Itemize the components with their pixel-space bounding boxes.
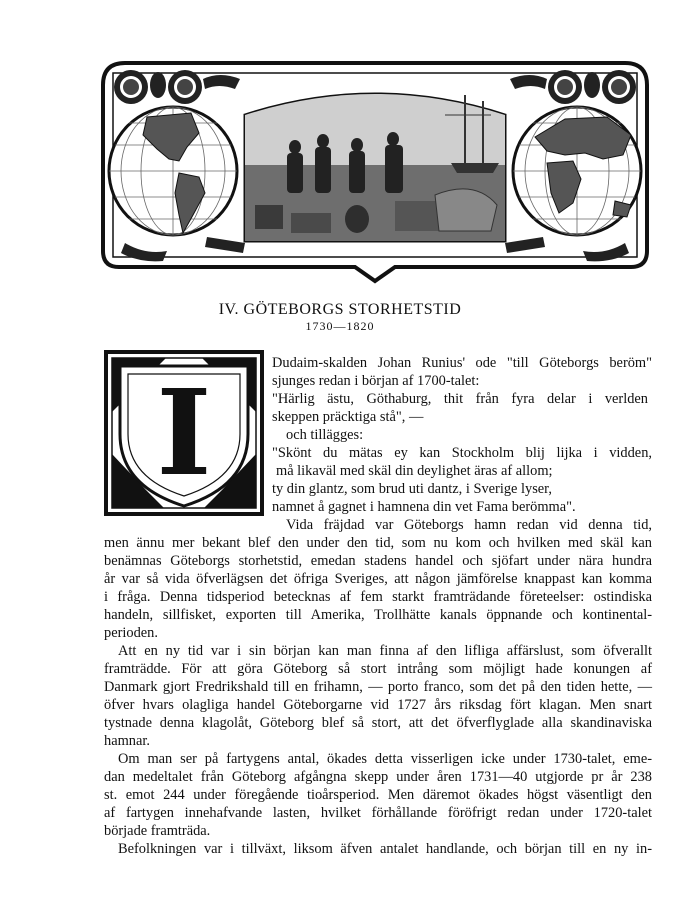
text-line: namnet å gagnet i hamnena din vet Fama berömma". — [272, 499, 576, 515]
globe-americas-icon — [109, 107, 237, 235]
text-line: ty din glantz, som brud uti dantz, i Sverige lyser, — [272, 481, 552, 497]
text-line: handeln, sillfisket, exporten till Amerika, Trollhätte kanals öppnande och kontinental- — [104, 607, 652, 623]
text-line: "Härlig ästu, Göthaburg, thit från fyra delar i verlden — [272, 391, 648, 407]
drop-cap-letter: I — [156, 363, 212, 502]
chapter-years: 1730—1820 — [305, 319, 375, 333]
text-line: Danmark gjort Fredrikshald till en frihamn, — porto franco, som det på den tiden hette, — — [104, 679, 652, 695]
text-line: hamnar. — [104, 733, 150, 749]
text-line: sjunges redan i början af 1700-talet: — [272, 373, 480, 389]
text-line: började framträda. — [104, 823, 211, 839]
harbour-scene-image — [245, 94, 505, 241]
text-line: i fråga. Denna tidsperiod betecknas af fem starkt framträdande företeelser: ostindiska — [104, 589, 652, 605]
text-line: af fartygen innehafvande lasten, hvilket förhållande föröfrigt redan under 1720-talet — [104, 805, 652, 821]
text-line: benämnas Göteborgs storhetstid, emedan stadens handel och sjöfart under nära hundra — [104, 553, 652, 569]
text-line: må likaväl med skäl din deylighet äras af allom; — [276, 463, 553, 479]
text-line: öfver hvars olagliga handel Göteborgarne vid 1727 års riksdag fört klagan. Men snart — [104, 697, 652, 713]
text-line: år var så vida öfverlägsen det öfriga Sveriges, att någon jämförelse knappast kan komma — [104, 571, 652, 587]
text-line: st. emot 244 under föregående tioårsperiod. Men däremot ökades högst väsentligt den — [104, 787, 652, 803]
text-line: men ännu mer bekant blef den under den tid, som nu kom och hvilken med skäl kan — [104, 535, 652, 551]
text-line: Dudaim-skalden Johan Runius' ode "till Göteborgs beröm" — [272, 355, 652, 371]
chapter-title: IV. GÖTEBORGS STORHETSTID — [218, 301, 462, 318]
text-line: och tillägges: — [286, 427, 364, 443]
text-line: "Skönt du mätas ey kan Stockholm blij lijka i vidden, — [272, 445, 652, 461]
header-illustration — [95, 55, 655, 287]
text-line: Vida fräjdad var Göteborgs hamn redan vid denna tid, — [286, 517, 652, 533]
text-line: tystnade denna klagolåt, Göteborg blef så stort, att det öfverflyglade alla skandinaviska — [104, 715, 652, 731]
text-line: perioden. — [104, 625, 158, 641]
drop-cap-initial — [104, 350, 264, 516]
text-line: Om man ser på fartygens antal, ökades detta visserligen icke under 1730-talet, eme- — [118, 751, 652, 767]
text-line: Befolkningen var i tillväxt, liksom äfven antalet handlande, och början till en ny in- — [118, 841, 652, 857]
text-line: dan medeltalet från Göteborg afgångna skepp under åren 1731—40 utgjorde pr år 238 — [104, 769, 652, 785]
text-line: framträdde. För att göra Göteborg så stort intrång som möjligt hade konungen af — [104, 661, 652, 677]
globe-eurasia-icon — [513, 107, 641, 235]
text-line: Att en ny tid var i sin början kan man finna af den lifliga affärslust, som öfverallt — [118, 643, 652, 659]
text-line: skeppen präcktiga stå", — — [272, 409, 424, 425]
